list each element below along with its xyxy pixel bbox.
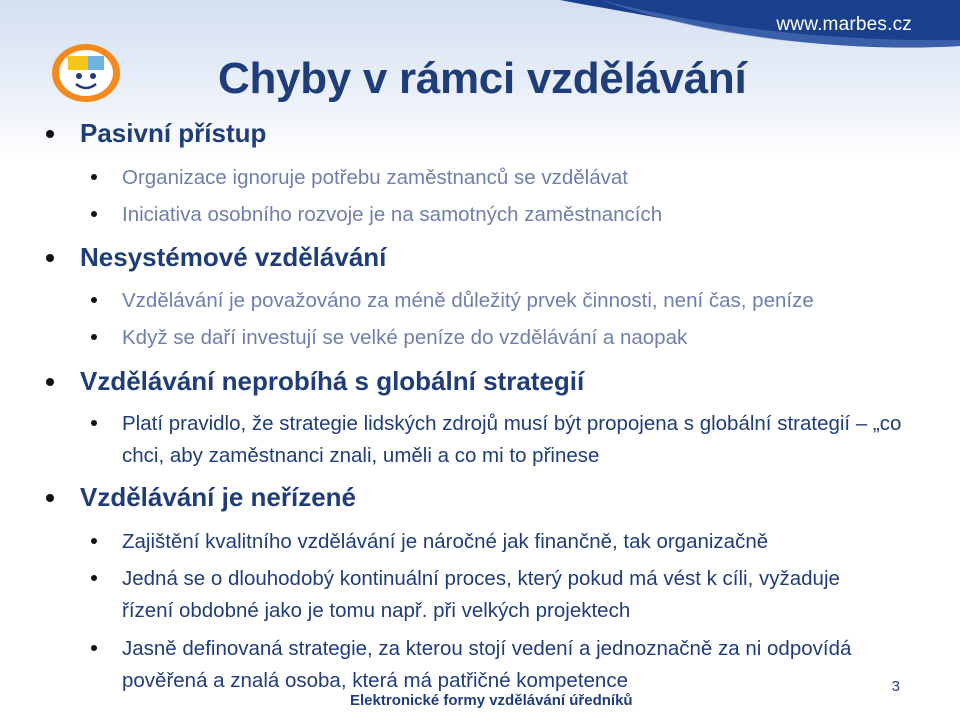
list-item: Zajištění kvalitního vzdělávání je náročné jak finančně, tak organizačně <box>122 526 912 558</box>
logo-icon <box>50 42 122 104</box>
bullet-icon <box>91 645 97 651</box>
bullet-icon <box>91 297 97 303</box>
page-number: 3 <box>891 678 900 695</box>
list-item: Jasně definovaná strategie, za kterou stojí vedení a jednoznačně za ni odpovídá pověřená a znalá osoba, která má patřičné kompetence <box>122 633 892 697</box>
list-item: Vzdělávání je považováno za méně důležitý prvek činnosti, není čas, peníze <box>122 285 912 317</box>
website-url[interactable]: www.marbes.cz <box>776 14 912 35</box>
section-heading: Nesystémové vzdělávání <box>80 242 386 273</box>
section-heading: Vzdělávání je neřízené <box>80 482 356 513</box>
footer-text: Elektronické formy vzdělávání úředníků <box>350 692 633 709</box>
bullet-icon <box>46 494 54 502</box>
list-item: Platí pravidlo, že strategie lidských zdrojů musí být propojena s globální strategií – „co chci, aby zaměstnanci znali, uměli a co mi to přinese <box>122 408 902 472</box>
section-heading: Pasivní přístup <box>80 118 266 149</box>
list-item: Když se daří investují se velké peníze do vzdělávání a naopak <box>122 322 912 354</box>
bullet-icon <box>91 211 97 217</box>
list-item: Iniciativa osobního rozvoje je na samotných zaměstnancích <box>122 199 912 231</box>
bullet-icon <box>46 378 54 386</box>
page-title: Chyby v rámci vzdělávání <box>218 54 747 103</box>
list-item: Organizace ignoruje potřebu zaměstnanců se vzdělávat <box>122 162 912 194</box>
section-heading: Vzdělávání neprobíhá s globální strategií <box>80 366 584 397</box>
bullet-icon <box>91 420 97 426</box>
bullet-icon <box>91 538 97 544</box>
bullet-icon <box>46 254 54 262</box>
bullet-icon <box>91 334 97 340</box>
bullet-icon <box>91 174 97 180</box>
list-item: Jedná se o dlouhodobý kontinuální proces, který pokud má vést k cíli, vyžaduje řízení obdobné jako je tomu např. při velkých projektech <box>122 563 892 627</box>
bullet-icon <box>91 575 97 581</box>
bullet-icon <box>46 130 54 138</box>
